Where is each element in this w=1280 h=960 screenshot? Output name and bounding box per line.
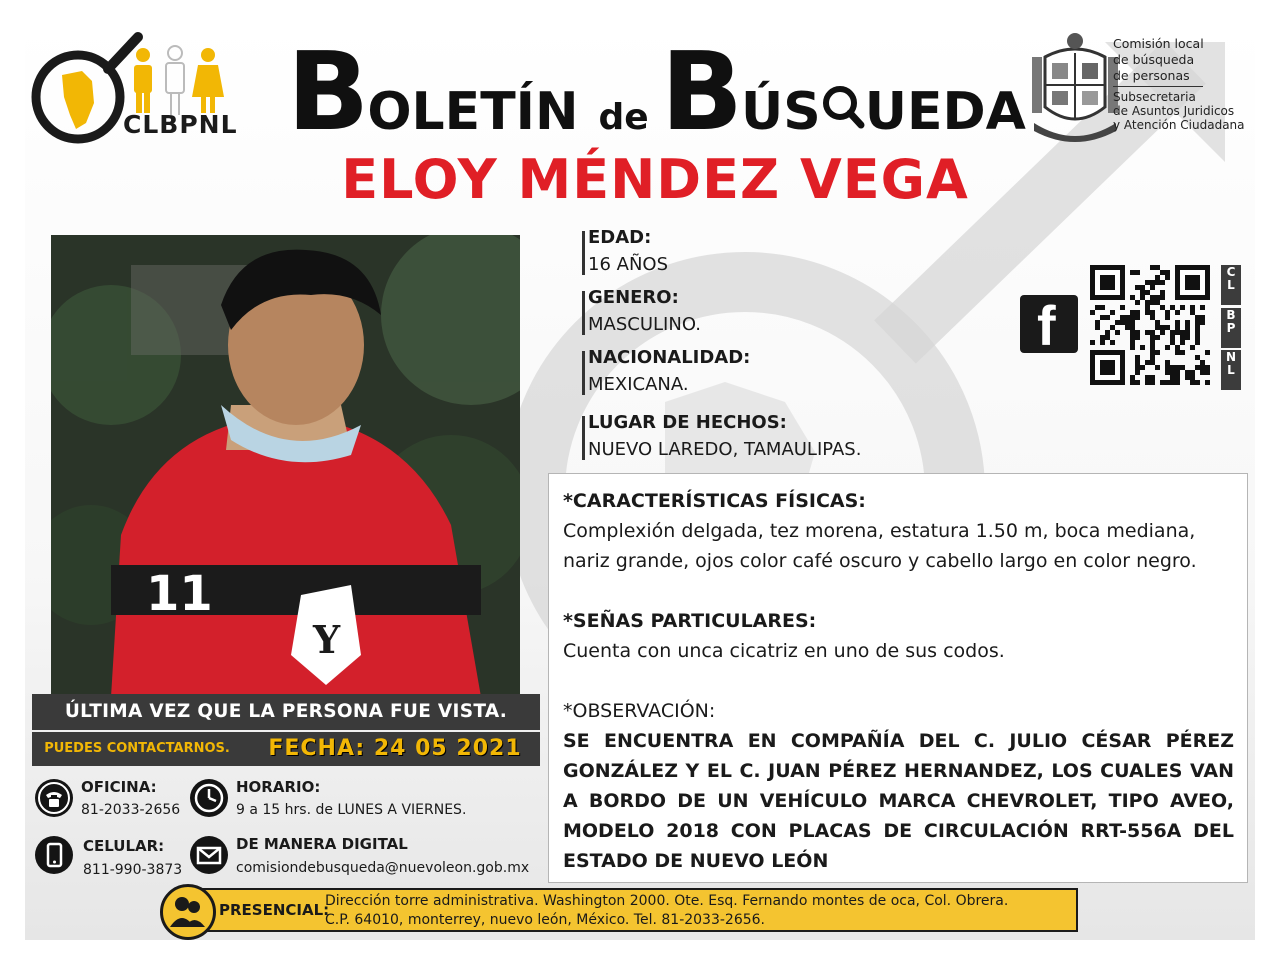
email-icon: [190, 836, 228, 874]
obs-text: SE ENCUENTRA EN COMPAÑÍA DEL C. JULIO CÉSAR PÉREZ GONZÁLEZ Y EL C. JUAN PÉREZ HERNANDEZ, LOS CUALES VAN A BORDO DE UN VEHÍCULO MARCA CHEVROLET, TIPO AVEO, MODELO 2018 CON PLACAS DE CIRCULACIÓN RRT-556A DEL ESTADO DE NUEVO LEÓN: [563, 730, 1234, 872]
office-phone[interactable]: 81-2033-2656: [81, 802, 181, 818]
agency-name: Comisión local de búsqueda de personas Subsecretaria de Asuntos Juridicos y Atención Ciudadana: [1113, 36, 1245, 132]
description-box: [548, 473, 1248, 883]
address-bar: [193, 888, 1078, 932]
hours-value: 9 a 15 hrs. de LUNES A VIERNES.: [236, 802, 467, 818]
contact-prompt: PUEDES CONTACTARNOS.: [44, 741, 230, 756]
tab-nl: N L: [1221, 350, 1241, 390]
svg-text:Y: Y: [313, 617, 341, 662]
physical-heading: *CARACTERÍSTICAS FÍSICAS:: [563, 490, 866, 512]
physical-text: Complexión delgada, tez morena, estatura 1.50 m, boca mediana, nariz grande, ojos color café oscuro y cabello largo en color negro.: [563, 520, 1197, 572]
person-name: ELOY MÉNDEZ VEGA: [341, 148, 969, 211]
people-icon: [160, 884, 216, 940]
state-seal-icon: [1030, 27, 1120, 145]
cellphone-icon: [35, 836, 73, 874]
cell-label: CELULAR:: [83, 837, 165, 855]
tab-cl: C L: [1221, 265, 1241, 305]
contact-email[interactable]: comisiondebusqueda@nuevoleon.gob.mx: [236, 860, 530, 876]
address-label: PRESENCIAL:: [219, 901, 330, 919]
obs-heading: *OBSERVACIÓN:: [563, 700, 716, 722]
phone-icon: [35, 779, 73, 817]
hours-label: HORARIO:: [236, 778, 321, 796]
last-seen-caption: ÚLTIMA VEZ QUE LA PERSONA FUE VISTA.: [32, 694, 540, 730]
svg-text:11: 11: [146, 566, 213, 622]
office-label: OFICINA:: [81, 778, 157, 796]
marks-text: Cuenta con unca cicatriz en uno de sus codos.: [563, 640, 1005, 662]
person-photo: [51, 235, 520, 697]
facebook-icon[interactable]: f: [1020, 295, 1078, 353]
bulletin-title: BOLETÍN de BÚS UEDA: [287, 30, 1026, 155]
tab-bp: B P: [1221, 308, 1241, 348]
logo-text: CLBPNL: [123, 110, 238, 139]
clock-icon: [190, 779, 228, 817]
magnifier-q-icon: [821, 81, 865, 129]
qr-code-icon[interactable]: [1090, 265, 1210, 385]
contact-date-bar: [32, 732, 540, 766]
bulletin-page: CLBPNL BOLETÍN de BÚS UEDA ELOY MÉNDEZ VEGA Comisión local de búsqueda de personas Subsecretaria de Asuntos Juridicos y Atención Ciudadana Y 11 ÚLTIMA VEZ QUE LA PERSONA FUE VISTA. PUEDES CONTACTARNOS. FECHA: 24 05 2021 OFICINA: 81-2033-2656 HORARIO: 9 a 15 hrs. de LUNES A VIERNES. CELULAR: 811-990-3873 DE MANERA DIGITAL comisiondebusqueda@nuevoleon.gob.mx EDAD: 16 AÑOS GENERO: MASCULINO. NACIONALIDAD: MEXICANA. LUGAR DE HECHOS: NUEVO LAREDO, TAMAULIPAS. f C L B P N L *CARACTERÍSTICAS FÍSICAS: Complexión delgada, tez morena, estatura 1.50 m, boca mediana, nariz grande, ojos color café oscuro y cabello largo en color negro. *SEÑAS PARTICULARES: Cuenta con unca cicatriz en uno de sus codos. *OBSERVACIÓN: SE ENCUENTRA EN COMPAÑÍA DEL C. JULIO CÉSAR PÉREZ GONZÁLEZ Y EL C. JUAN PÉREZ HERNANDEZ, LOS CUALES VAN A BORDO DE UN VEHÍCULO MARCA CHEVROLET, TIPO AVEO, MODELO 2018 CON PLACAS DE CIRCULACIÓN RRT-556A DEL ESTADO DE NUEVO LEÓN PRESENCIAL: Dirección torre administrativa. Washington 2000. Ote. Esq. Fernando montes de oca, Col. Obrera. C.P. 64010, monterrey, nuevo león, México. Tel. 81-2033-2656.: [25, 22, 1255, 940]
digital-label: DE MANERA DIGITAL: [236, 835, 408, 853]
marks-heading: *SEÑAS PARTICULARES:: [563, 610, 817, 632]
address-text: Dirección torre administrativa. Washington 2000. Ote. Esq. Fernando montes de oca, Col. Obrera. C.P. 64010, monterrey, nuevo león, México. Tel. 81-2033-2656.: [325, 893, 1009, 928]
cell-phone[interactable]: 811-990-3873: [83, 862, 183, 878]
last-seen-date: FECHA: 24 05 2021: [268, 736, 522, 761]
